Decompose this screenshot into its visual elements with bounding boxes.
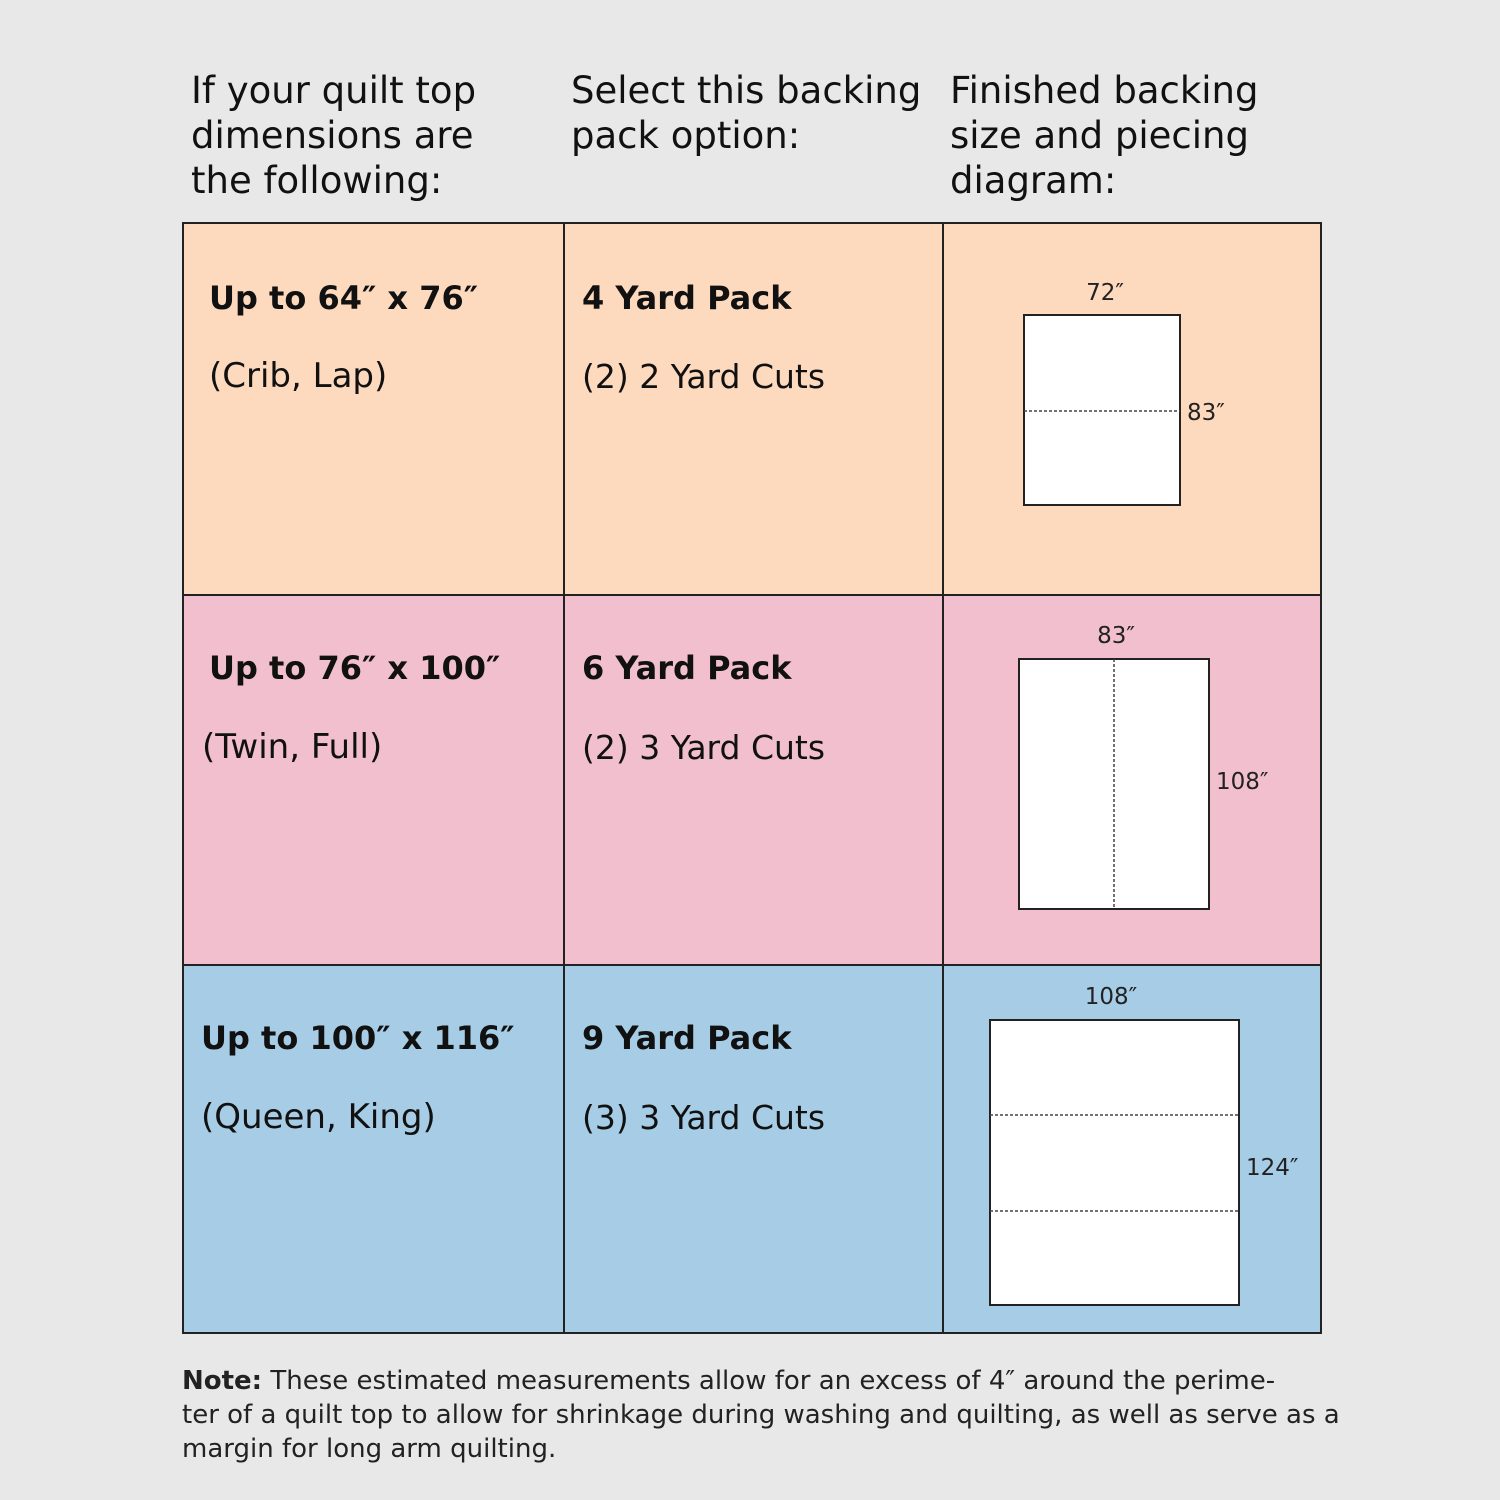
- quilt-size-label: Up to 76″ x 100″: [209, 649, 501, 687]
- height-dimension-label: 108″: [1216, 769, 1269, 795]
- width-dimension-label: 83″: [1097, 623, 1135, 649]
- backing-size-table: [182, 222, 1322, 1334]
- width-dimension-label: 108″: [1084, 984, 1138, 1010]
- quilt-size-label: Up to 100″ x 116″: [201, 1019, 515, 1057]
- header-line: pack option:: [571, 114, 801, 157]
- quilt-size-cell: [184, 596, 563, 964]
- footnote-label: Note:: [182, 1366, 263, 1396]
- pack-name-label: 4 Yard Pack: [582, 279, 792, 317]
- header-backing-pack-option: [571, 68, 921, 158]
- footnote-text: These estimated measurements allow for an excess of 4″ around the perime-: [262, 1366, 1276, 1396]
- header-line: If your quilt top: [191, 69, 477, 112]
- backing-panel: [990, 1020, 1239, 1305]
- header-line: Finished backing: [950, 69, 1259, 112]
- diagram-cell: [942, 224, 1320, 594]
- pack-option-cell: [563, 224, 942, 594]
- quilt-size-label: Up to 64″ x 76″: [209, 279, 479, 317]
- footnote-line: margin for long arm quilting.: [182, 1434, 557, 1464]
- pack-option-cell: [563, 596, 942, 964]
- quilt-use-label: (Queen, King): [201, 1097, 436, 1137]
- table-row: [184, 964, 1320, 1332]
- height-dimension-label: 124″: [1246, 1155, 1299, 1181]
- quilt-size-cell: [184, 966, 563, 1332]
- pack-name-label: 9 Yard Pack: [582, 1019, 792, 1057]
- height-dimension-label: 83″: [1187, 400, 1225, 426]
- pack-cuts-label: (2) 3 Yard Cuts: [582, 728, 826, 767]
- header-line: size and piecing: [950, 114, 1249, 157]
- diagram-cell: [942, 966, 1320, 1332]
- column-headers: [0, 68, 1500, 218]
- table-row: [184, 594, 1320, 964]
- footnote-line: [182, 1364, 1322, 1398]
- header-line: dimensions are: [191, 114, 474, 157]
- diagram-cell: [942, 596, 1320, 964]
- quilt-use-label: (Twin, Full): [202, 727, 383, 767]
- table-row: [184, 224, 1320, 594]
- piecing-diagram: [944, 596, 1320, 964]
- footnote-line: ter of a quilt top to allow for shrinkage during washing and quilting, as well as serve as a: [182, 1400, 1340, 1430]
- footnote: [182, 1364, 1340, 1466]
- header-finished-backing-size: [950, 68, 1258, 203]
- width-dimension-label: 72″: [1086, 280, 1124, 306]
- piecing-diagram: [944, 966, 1320, 1332]
- backing-panel: [1024, 315, 1180, 505]
- quilt-use-label: (Crib, Lap): [209, 356, 388, 396]
- header-line: Select this backing: [571, 69, 922, 112]
- pack-name-label: 6 Yard Pack: [582, 649, 792, 687]
- pack-cuts-label: (2) 2 Yard Cuts: [582, 357, 826, 396]
- header-line: the following:: [191, 159, 443, 202]
- quilt-size-cell: [184, 224, 563, 594]
- header-line: diagram:: [950, 159, 1117, 202]
- pack-option-cell: [563, 966, 942, 1332]
- header-quilt-top-dimensions: [191, 68, 476, 203]
- pack-cuts-label: (3) 3 Yard Cuts: [582, 1098, 826, 1137]
- piecing-diagram: [944, 224, 1320, 592]
